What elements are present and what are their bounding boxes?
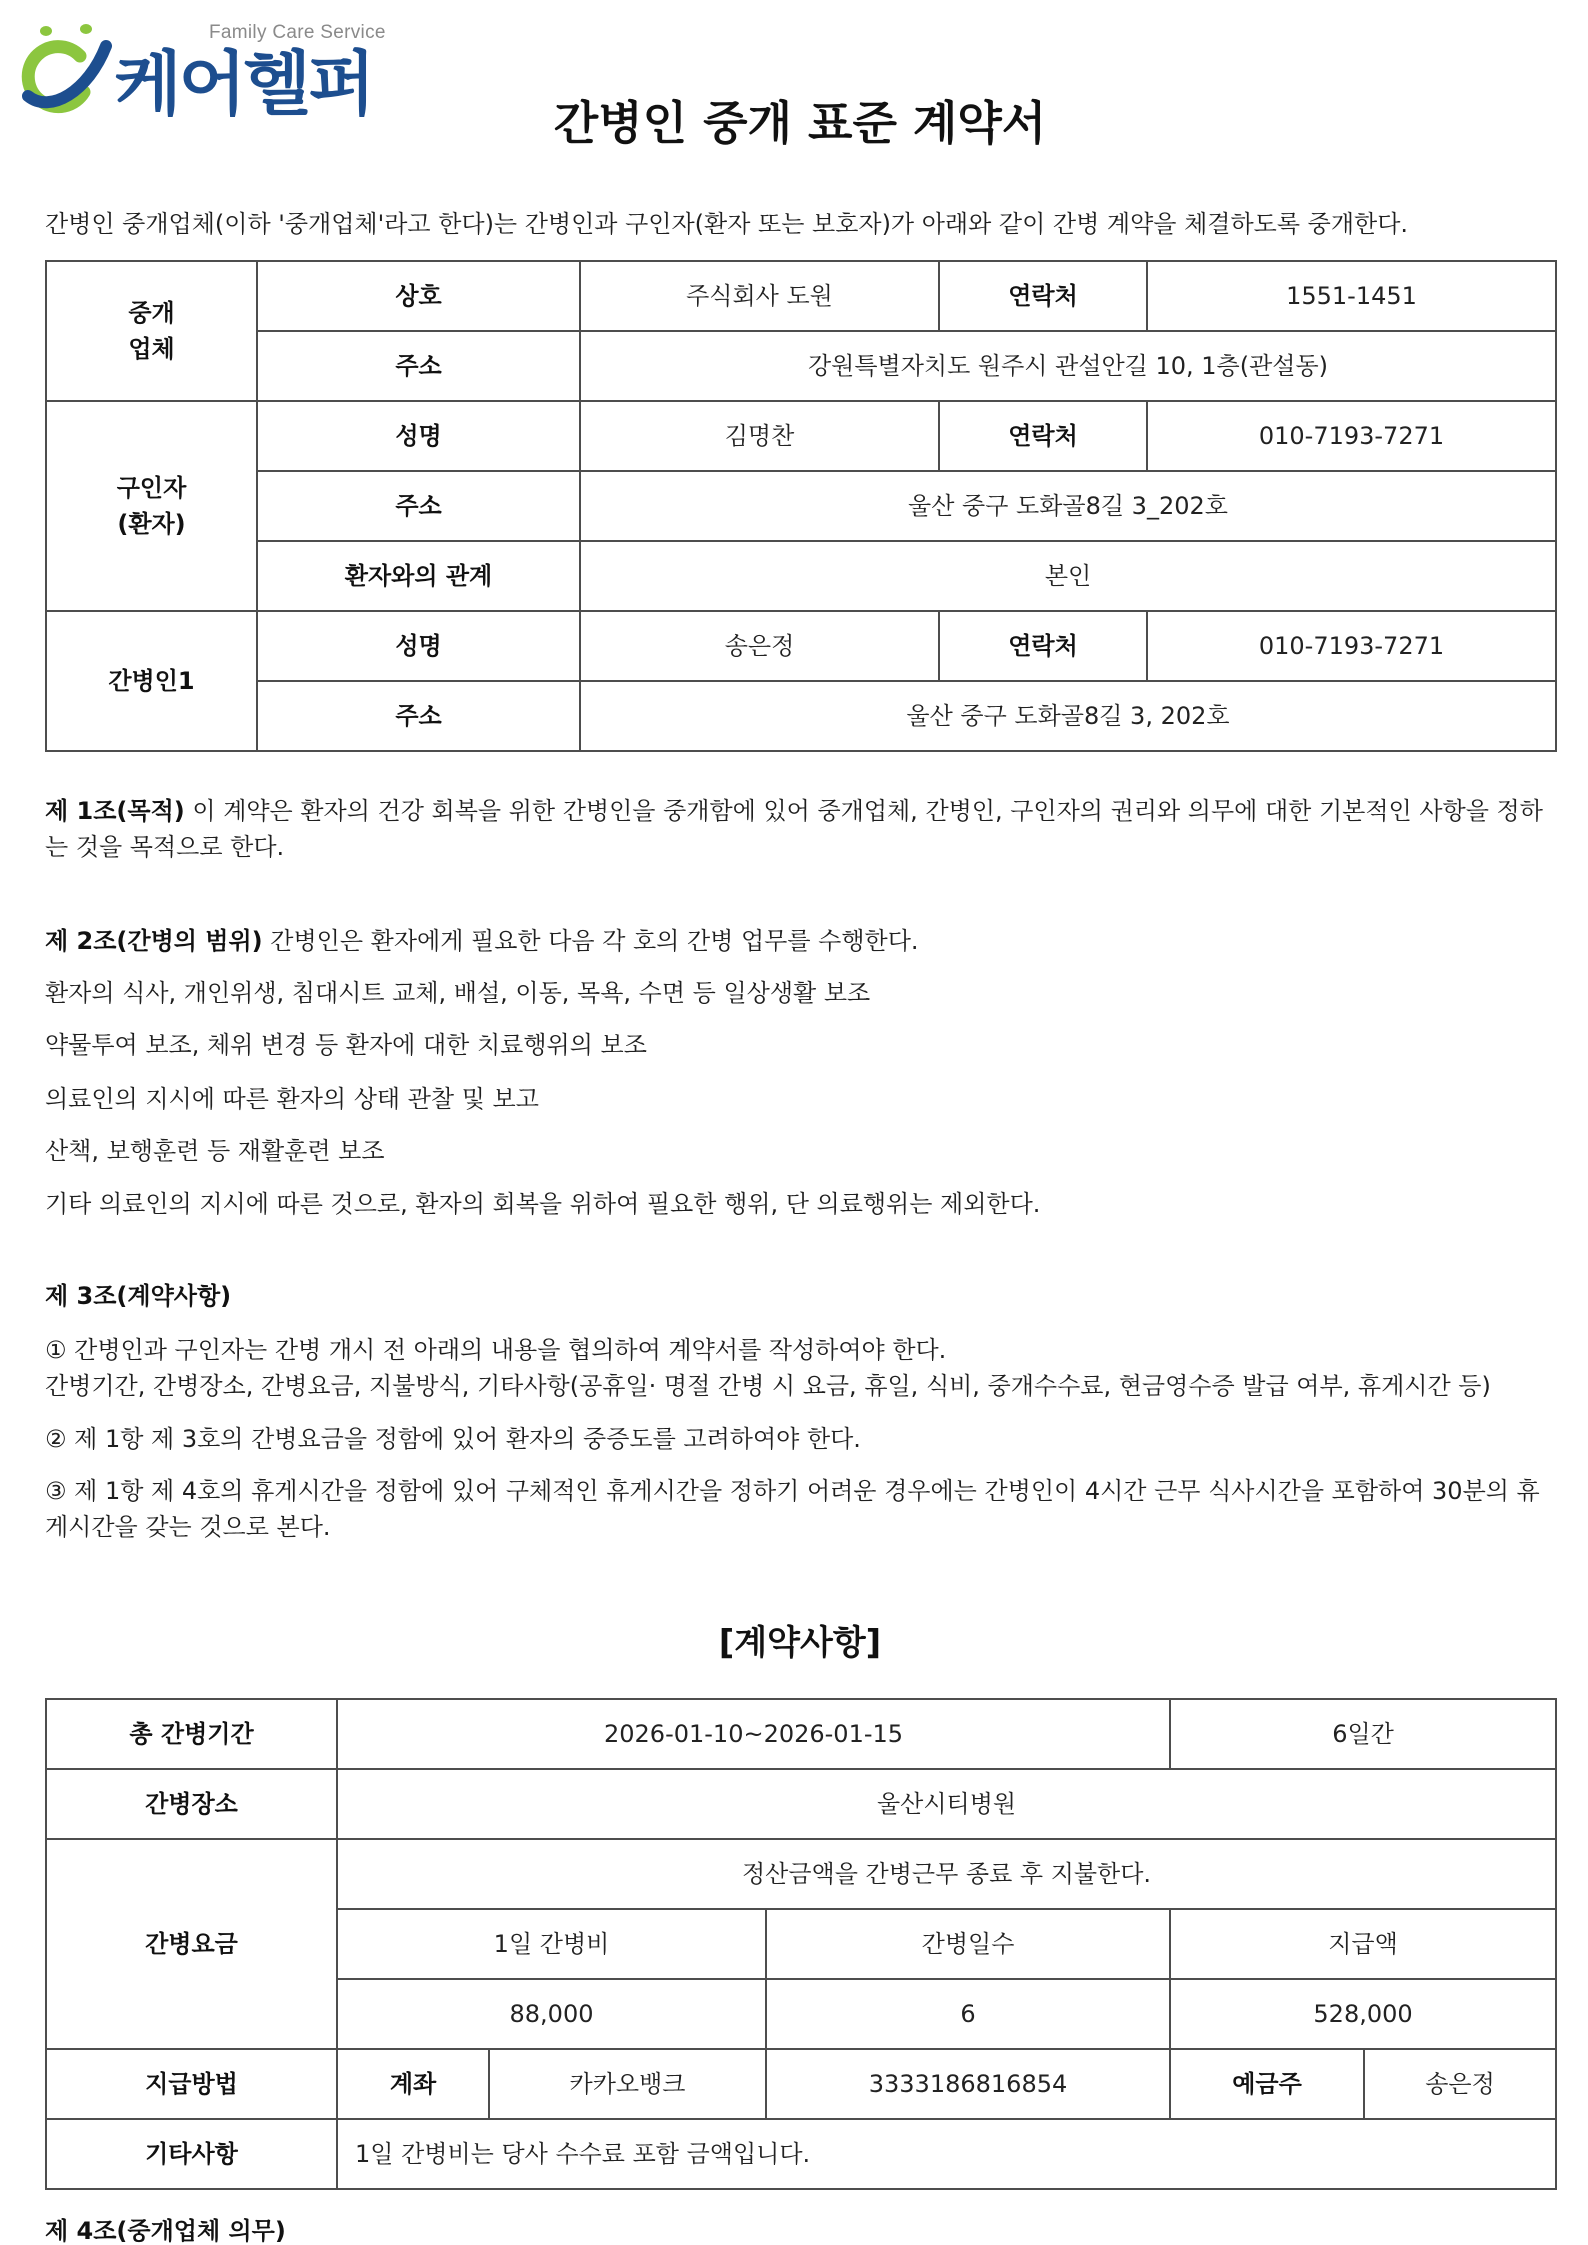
notes-label: 기타사항 xyxy=(46,2119,337,2189)
contract-table xyxy=(45,1698,1557,2190)
place-label: 간병장소 xyxy=(46,1769,337,1839)
table-row xyxy=(46,541,1556,611)
table-row xyxy=(46,471,1556,541)
intro-paragraph: 간병인 중개업체(이하 '중개업체'라고 한다)는 간병인과 구인자(환자 또는 보호자)가 아래와 같이 간병 계약을 체결하도록 중개한다. xyxy=(45,210,1409,238)
client-address-label: 주소 xyxy=(257,471,580,541)
contract-section-heading: [계약사항] xyxy=(718,1623,882,1663)
article-3 xyxy=(45,1278,1555,1314)
payment-method-label: 지급방법 xyxy=(46,2049,337,2119)
days-header: 간병일수 xyxy=(766,1909,1170,1979)
caregiver-group-label: 간병인1 xyxy=(46,611,257,751)
table-row xyxy=(46,681,1556,751)
table-row xyxy=(46,2049,1556,2119)
fee-label: 간병요금 xyxy=(46,1839,337,2049)
place-value: 울산시티병원 xyxy=(337,1769,1556,1839)
total-value: 528,000 xyxy=(1170,1979,1556,2049)
table-row xyxy=(46,1769,1556,1839)
client-phone: 010-7193-7271 xyxy=(1147,401,1556,471)
client-phone-label: 연락처 xyxy=(939,401,1147,471)
client-name-label: 성명 xyxy=(257,401,580,471)
article-2-item: 환자의 식사, 개인위생, 침대시트 교체, 배설, 이동, 목욕, 수면 등 일상생활 보조 xyxy=(45,979,871,1007)
logo-tagline: Family Care Service xyxy=(209,22,386,43)
article-3-item: ③ 제 1항 제 4호의 휴게시간을 정함에 있어 구체적인 휴게시간을 정하기 어려운 경우에는 간병인이 4시간 근무 식사시간을 포함하여 30분의 휴게시간을 갖는 것으로 본다. xyxy=(45,1477,1540,1541)
logo-name: 케어헬퍼 xyxy=(114,43,373,125)
broker-address-label: 주소 xyxy=(257,331,580,401)
table-row xyxy=(46,331,1556,401)
client-address: 울산 중구 도화골8길 3_202호 xyxy=(580,471,1556,541)
table-row xyxy=(46,1699,1556,1769)
client-relation-label: 환자와의 관계 xyxy=(257,541,580,611)
caregiver-name: 송은정 xyxy=(580,611,939,681)
article-1 xyxy=(45,793,1555,865)
broker-group-label: 중개 업체 xyxy=(46,261,257,401)
broker-name: 주식회사 도원 xyxy=(580,261,939,331)
account-holder-label: 예금주 xyxy=(1170,2049,1364,2119)
article-1-heading: 제 1조(목적) xyxy=(45,797,185,825)
total-header: 지급액 xyxy=(1170,1909,1556,1979)
period-days: 6일간 xyxy=(1170,1699,1556,1769)
article-3-item: 간병기간, 간병장소, 간병요금, 지불방식, 기타사항(공휴일· 명절 간병 시 요금, 휴일, 식비, 중개수수료, 현금영수증 발급 여부, 휴게시간 등) xyxy=(45,1372,1491,1400)
daily-fee-header: 1일 간병비 xyxy=(337,1909,766,1979)
broker-phone-label: 연락처 xyxy=(939,261,1147,331)
account-number: 3333186816854 xyxy=(766,2049,1170,2119)
article-1-body: 이 계약은 환자의 건강 회복을 위한 간병인을 중개함에 있어 중개업체, 간병인, 구인자의 권리와 의무에 대한 기본적인 사항을 정하는 것을 목적으로 한다. xyxy=(45,797,1543,861)
account-label: 계좌 xyxy=(337,2049,489,2119)
table-row xyxy=(46,261,1556,331)
broker-name-label: 상호 xyxy=(257,261,580,331)
broker-phone: 1551-1451 xyxy=(1147,261,1556,331)
article-2-heading: 제 2조(간병의 범위) xyxy=(45,927,263,955)
table-row xyxy=(46,401,1556,471)
article-3-item: ② 제 1항 제 3호의 간병요금을 정함에 있어 환자의 중증도를 고려하여야 한다. xyxy=(45,1425,861,1453)
days-value: 6 xyxy=(766,1979,1170,2049)
caregiver-name-label: 성명 xyxy=(257,611,580,681)
period-label: 총 간병기간 xyxy=(46,1699,337,1769)
daily-fee-value: 88,000 xyxy=(337,1979,766,2049)
article-2-item: 기타 의료인의 지시에 따른 것으로, 환자의 회복을 위하여 필요한 행위, 단 의료행위는 제외한다. xyxy=(45,1190,1041,1218)
bank-name: 카카오뱅크 xyxy=(489,2049,766,2119)
broker-address: 강원특별자치도 원주시 관설안길 10, 1층(관설동) xyxy=(580,331,1556,401)
caregiver-phone-label: 연락처 xyxy=(939,611,1147,681)
article-3-heading: 제 3조(계약사항) xyxy=(45,1282,232,1310)
account-holder: 송은정 xyxy=(1364,2049,1556,2119)
notes-value: 1일 간병비는 당사 수수료 포함 금액입니다. xyxy=(337,2119,1556,2189)
period-value: 2026-01-10~2026-01-15 xyxy=(337,1699,1170,1769)
document-title: 간병인 중개 표준 계약서 xyxy=(553,96,1047,150)
article-2-body: 간병인은 환자에게 필요한 다음 각 호의 간병 업무를 수행한다. xyxy=(270,927,919,955)
parties-table xyxy=(45,260,1557,752)
article-2-item: 의료인의 지시에 따른 환자의 상태 관찰 및 보고 xyxy=(45,1085,539,1113)
fee-note: 정산금액을 간병근무 종료 후 지불한다. xyxy=(337,1839,1556,1909)
article-2-item: 약물투여 보조, 체위 변경 등 환자에 대한 치료행위의 보조 xyxy=(45,1031,647,1059)
table-row xyxy=(46,2119,1556,2189)
article-4-heading: 제 4조(중개업체 의무) xyxy=(45,2217,286,2245)
caregiver-address-label: 주소 xyxy=(257,681,580,751)
article-2-item: 산책, 보행훈련 등 재활훈련 보조 xyxy=(45,1137,385,1165)
client-name: 김명찬 xyxy=(580,401,939,471)
article-2 xyxy=(45,923,1555,959)
table-row xyxy=(46,1839,1556,1909)
client-group-label: 구인자 (환자) xyxy=(46,401,257,611)
table-row xyxy=(46,611,1556,681)
caregiver-phone: 010-7193-7271 xyxy=(1147,611,1556,681)
client-relation: 본인 xyxy=(580,541,1556,611)
caregiver-address: 울산 중구 도화골8길 3, 202호 xyxy=(580,681,1556,751)
article-3-item: ① 간병인과 구인자는 간병 개시 전 아래의 내용을 협의하여 계약서를 작성하여야 한다. xyxy=(45,1336,947,1364)
